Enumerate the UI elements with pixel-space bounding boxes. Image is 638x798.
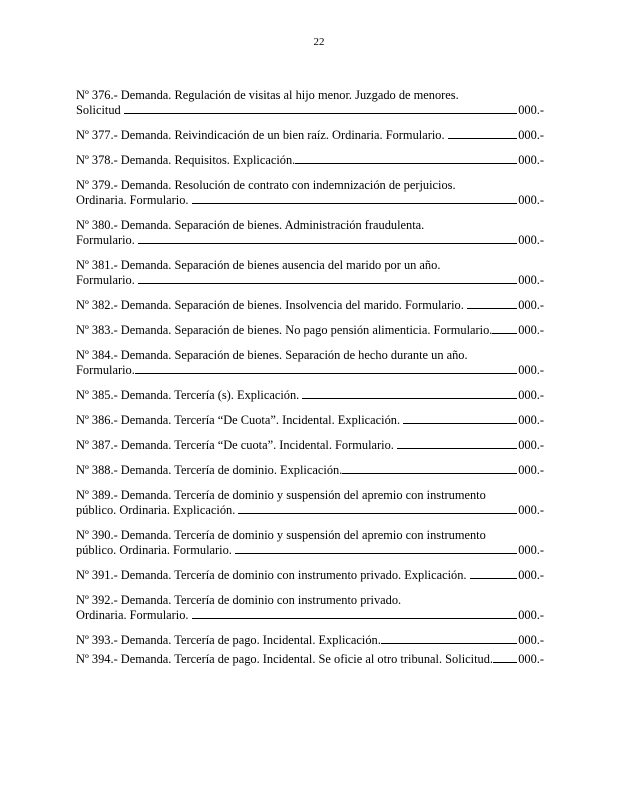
index-entry-383 [76,323,544,338]
page-reference: 000.- [518,193,544,207]
entry-title-line [76,528,544,543]
dot-leader-rule [302,388,517,399]
page-reference: 000.- [518,233,544,247]
index-entry-381 [76,258,544,288]
page-reference: 000.- [518,568,544,582]
entry-text: Nº 377.- Demanda. Reivindicación de un bien raíz. Ordinaria. Formulario. [76,128,445,142]
index-entry-393 [76,633,544,648]
entry-title: Nº 379.- Demanda. Resolución de contrato con indemnización de perjuicios. [76,178,456,192]
entry-leader-line [76,193,544,208]
entry-text: Nº 386.- Demanda. Tercería “De Cuota”. Incidental. Explicación. [76,413,401,427]
entry-title: Nº 381.- Demanda. Separación de bienes ausencia del marido por un año. [76,258,441,272]
page-reference: 000.- [518,363,544,377]
entry-title-line [76,218,544,233]
entry-text: Nº 382.- Demanda. Separación de bienes. Insolvencia del marido. Formulario. [76,298,464,312]
entry-leader-line [76,568,544,583]
entry-leader-line [76,438,544,453]
dot-leader-rule [138,273,517,284]
index-entry-386 [76,413,544,428]
entry-text: Formulario. [76,363,135,377]
page-reference: 000.- [518,543,544,557]
dot-leader-rule [397,438,517,449]
dot-leader-rule [238,503,517,514]
entry-text: Nº 394.- Demanda. Tercería de pago. Incidental. Se oficie al otro tribunal. Solicitud. [76,652,494,666]
page-number: 22 [313,36,325,48]
entry-leader-line [76,298,544,313]
page-reference: 000.- [518,128,544,142]
index-entries [76,88,544,667]
page-reference: 000.- [518,503,544,517]
entry-title: Nº 392.- Demanda. Tercería de dominio con instrumento privado. [76,593,402,607]
entry-leader-line [76,323,544,338]
entry-leader-line [76,413,544,428]
page-reference: 000.- [518,323,544,337]
entry-text: Ordinaria. Formulario. [76,608,189,622]
dot-leader-rule [403,413,517,424]
entry-title: Nº 380.- Demanda. Separación de bienes. Administración fraudulenta. [76,218,425,232]
entry-title: Nº 390.- Demanda. Tercería de dominio y suspensión del apremio con instrumento [76,528,486,542]
entry-text: Ordinaria. Formulario. [76,193,189,207]
index-entry-376 [76,88,544,118]
entry-title: Nº 384.- Demanda. Separación de bienes. Separación de hecho durante un año. [76,348,468,362]
dot-leader-rule [192,193,518,204]
entry-leader-line [76,503,544,518]
entry-leader-line [76,388,544,403]
page-reference: 000.- [518,273,544,287]
entry-title-line [76,348,544,363]
dot-leader-rule [192,608,518,619]
entry-title-line [76,488,544,503]
dot-leader-rule [492,323,517,334]
entry-title: Nº 376.- Demanda. Regulación de visitas al hijo menor. Juzgado de menores. [76,88,459,102]
index-entry-379 [76,178,544,208]
page-reference: 000.- [518,633,544,647]
index-entry-387 [76,438,544,453]
page-reference: 000.- [518,298,544,312]
page-reference: 000.- [518,652,544,666]
index-entry-394 [76,652,544,667]
entry-title-line [76,178,544,193]
dot-leader-rule [448,128,518,139]
entry-leader-line [76,543,544,558]
entry-leader-line [76,153,544,168]
index-entry-384 [76,348,544,378]
dot-leader-rule [381,633,517,644]
entry-text: Nº 385.- Demanda. Tercería (s). Explicación. [76,388,300,402]
entry-text: Nº 387.- Demanda. Tercería “De cuota”. Incidental. Formulario. [76,438,394,452]
dot-leader-rule [493,652,517,663]
entry-leader-line [76,233,544,248]
index-entry-377 [76,128,544,143]
dot-leader-rule [124,103,517,114]
index-entry-391 [76,568,544,583]
entry-text: Nº 378.- Demanda. Requisitos. Explicación. [76,153,296,167]
index-entry-388 [76,463,544,478]
entry-text: público. Ordinaria. Explicación. [76,503,236,517]
entry-text: Nº 393.- Demanda. Tercería de pago. Incidental. Explicación. [76,633,381,647]
entry-text: Formulario. [76,233,135,247]
entry-text: Nº 388.- Demanda. Tercería de dominio. Explicación. [76,463,343,477]
dot-leader-rule [135,363,517,374]
page-reference: 000.- [518,438,544,452]
index-entry-378 [76,153,544,168]
dot-leader-rule [235,543,517,554]
entry-text: público. Ordinaria. Formulario. [76,543,232,557]
page-reference: 000.- [518,608,544,622]
entry-leader-line [76,273,544,288]
entry-title: Nº 389.- Demanda. Tercería de dominio y suspensión del apremio con instrumento [76,488,486,502]
entry-leader-line [76,633,544,648]
index-entry-380 [76,218,544,248]
index-entry-389 [76,488,544,518]
entry-text: Nº 383.- Demanda. Separación de bienes. No pago pensión alimenticia. Formulario. [76,323,493,337]
entry-leader-line [76,363,544,378]
entry-text: Nº 391.- Demanda. Tercería de dominio con instrumento privado. Explicación. [76,568,467,582]
page-reference: 000.- [518,153,544,167]
index-entry-392 [76,593,544,623]
entry-leader-line [76,463,544,478]
index-entry-382 [76,298,544,313]
page-reference: 000.- [518,103,544,117]
dot-leader-rule [138,233,517,244]
dot-leader-rule [467,298,517,309]
entry-title-line [76,593,544,608]
dot-leader-rule [295,153,517,164]
index-entry-385 [76,388,544,403]
entry-text: Formulario. [76,273,135,287]
entry-text: Solicitud [76,103,121,117]
entry-leader-line [76,652,544,667]
page-reference: 000.- [518,463,544,477]
entry-title-line [76,88,544,103]
dot-leader-rule [470,568,518,579]
entry-leader-line [76,128,544,143]
page-reference: 000.- [518,413,544,427]
dot-leader-rule [342,463,517,474]
index-entry-390 [76,528,544,558]
entry-leader-line [76,608,544,623]
entry-title-line [76,258,544,273]
entry-leader-line [76,103,544,118]
page-reference: 000.- [518,388,544,402]
